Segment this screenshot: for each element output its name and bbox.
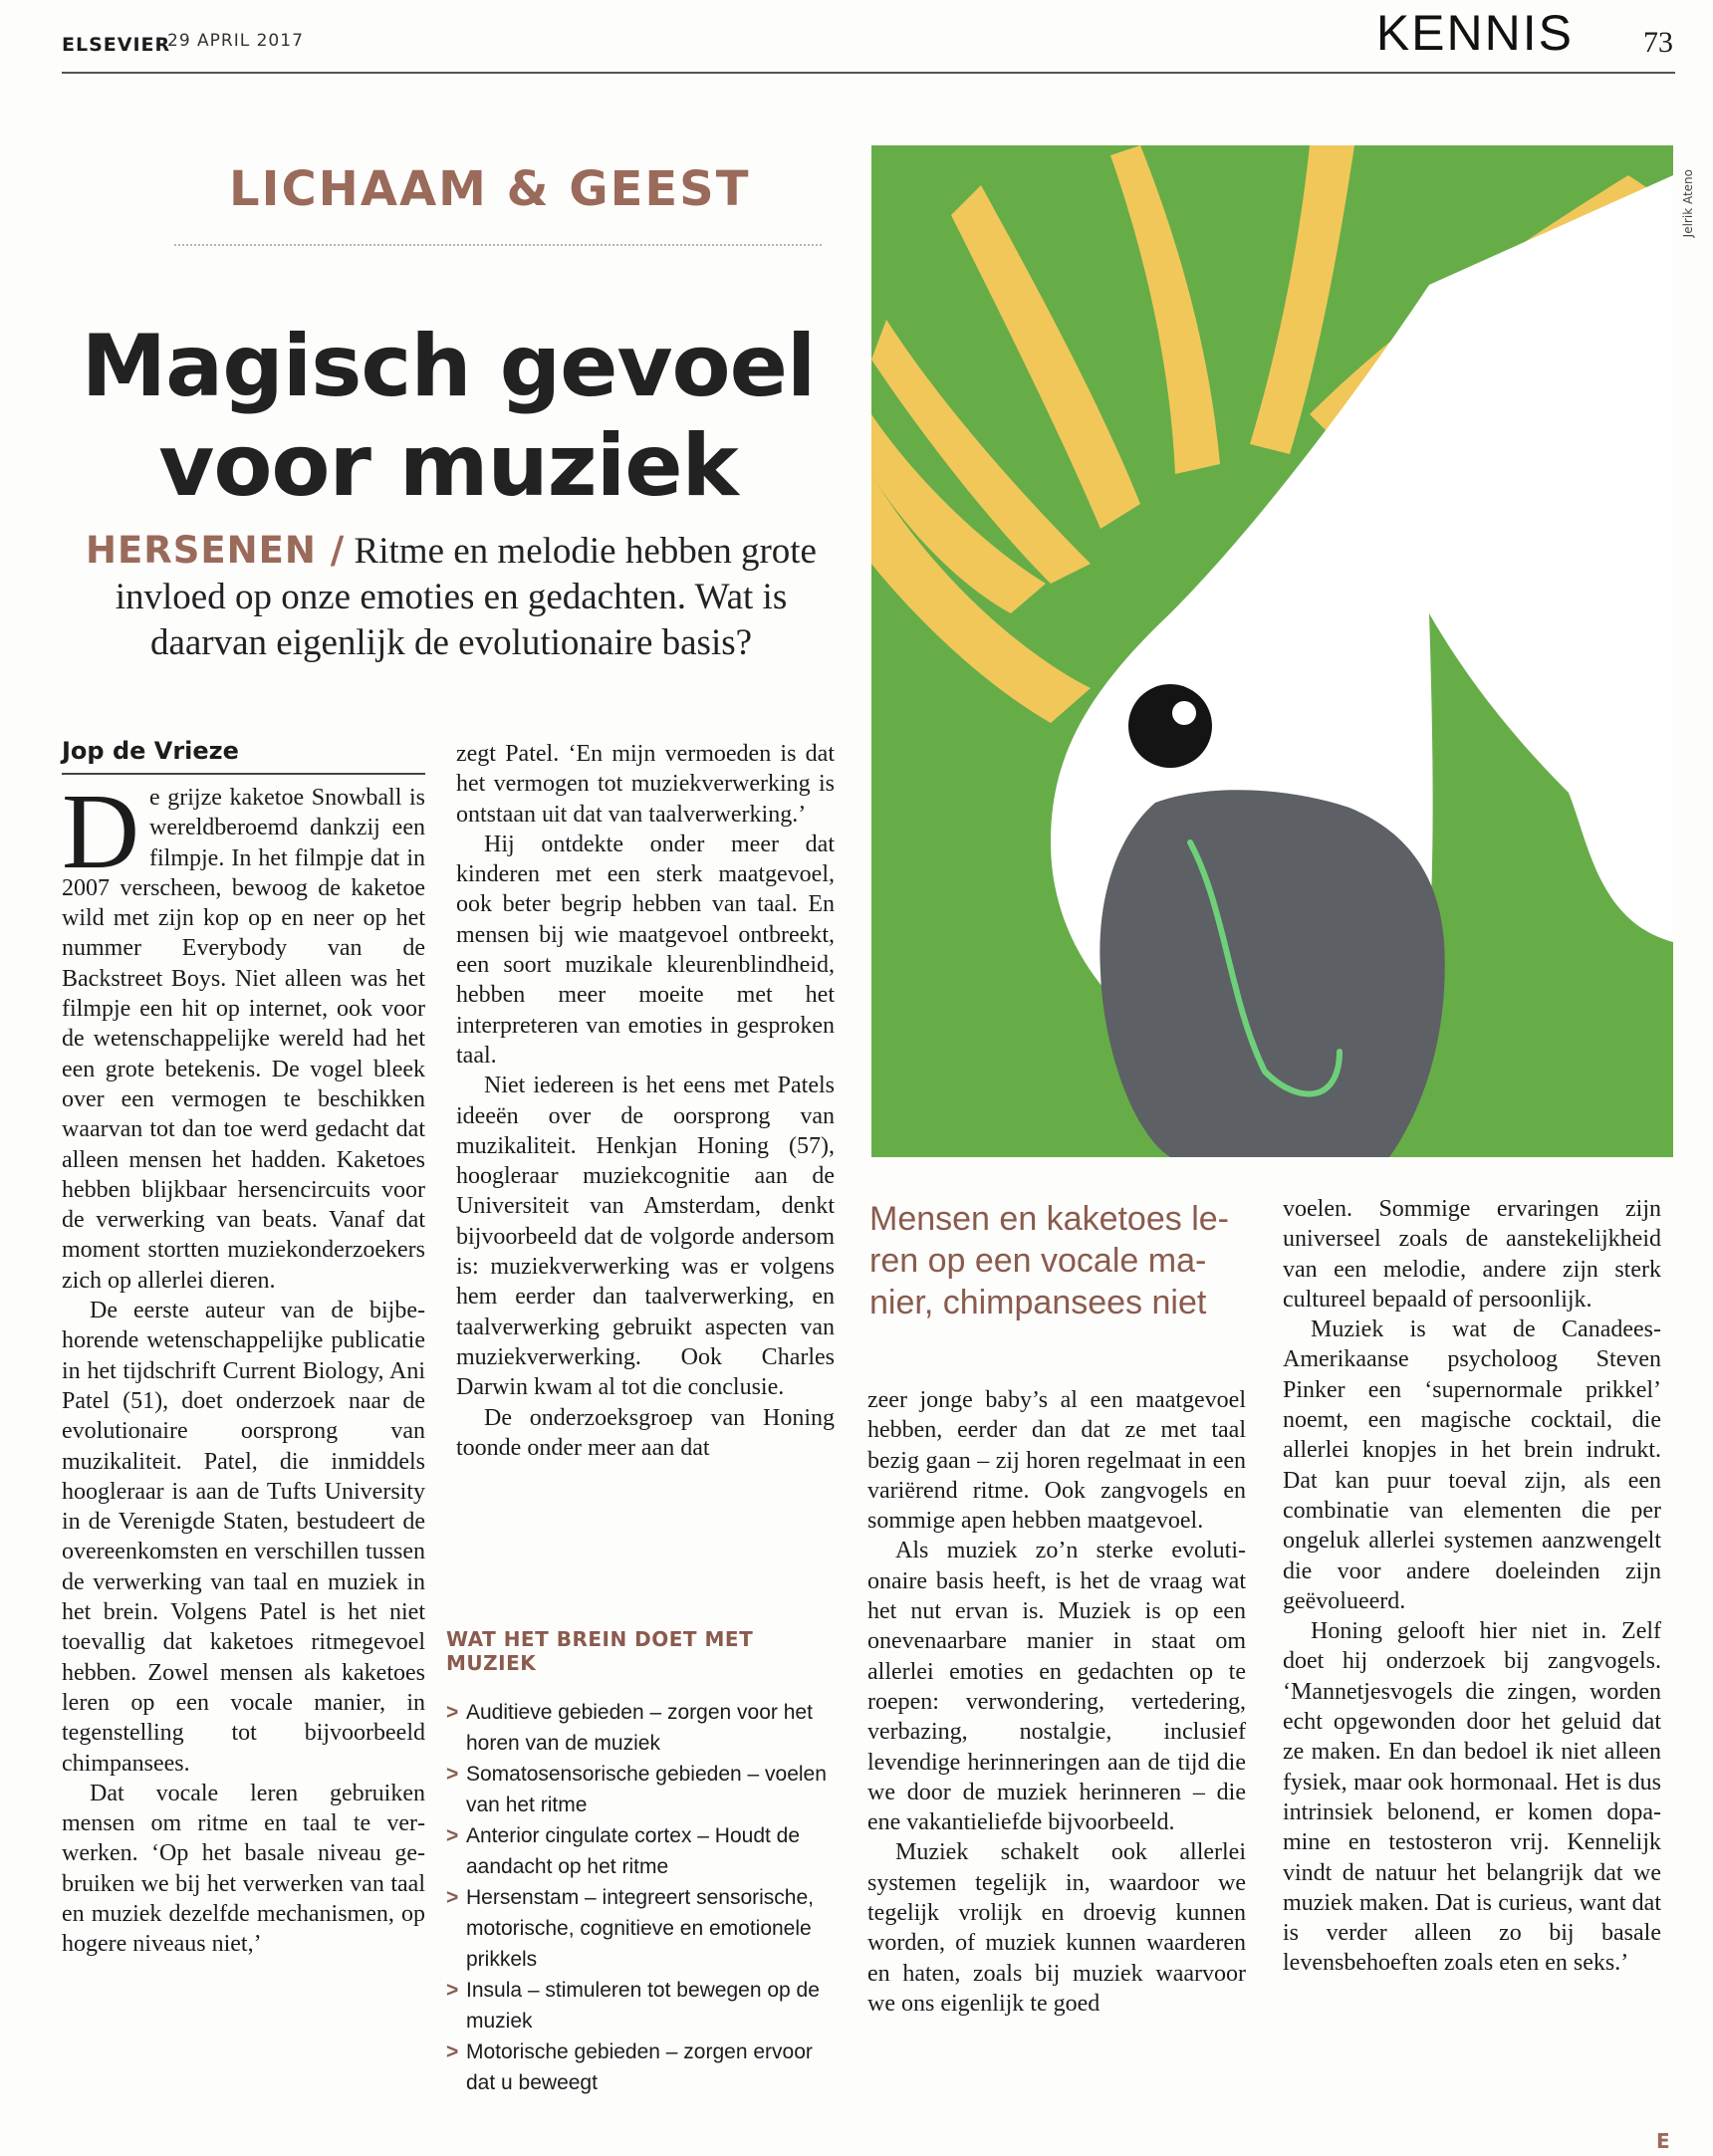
- sidebar-list: [446, 1697, 830, 2098]
- issue-date: 29 APRIL 2017: [167, 31, 304, 51]
- cockatoo-illustration: [871, 145, 1673, 1157]
- standfirst: [58, 528, 845, 666]
- pull-quote: Mensen en kaketoes leren op een vocale manier, chimpansees niet: [869, 1200, 1229, 1321]
- sidebar-list-item: > Insula – stimuleren tot bewegen op de muziek: [446, 1975, 830, 2036]
- chevron-right-icon: >: [446, 1824, 459, 1847]
- end-mark: E: [1656, 2129, 1670, 2153]
- info-sidebar: [446, 1627, 830, 2098]
- article-paragraph: Muziek is wat de Canadees-Amerikaanse psycholoog Steven Pinker een ‘supernormale prikkel’ noemt, een magische cocktail, die allerlei knopjes in het brein indrukt. Dat kan puur toeval zijn, als een combinatie van elementen die per ongeluk allerlei systemen aanzwengelt die voor andere doeleinden zijn geëvolueerd.: [1283, 1317, 1661, 1614]
- article-column-4: [1283, 1194, 1661, 1979]
- article-paragraph: zegt Patel. ‘En mijn vermoeden is dat het vermogen tot muziekverwerking is ontstaan uit dat van taalverwerking.’: [456, 741, 835, 828]
- sidebar-list-item: > Motorische gebieden – zorgen ervoor dat u beweegt: [446, 2036, 830, 2098]
- article-paragraph: zeer jonge baby’s al een maatgevoel hebben, eerder dan dat ze met taal bezig gaan – zij horen regelmaat in een variërend ritme. Ook zangvogels en sommige apen hebben maatgevoel.: [867, 1387, 1246, 1535]
- kicker: LICHAAM & GEEST: [229, 161, 751, 217]
- article-paragraph: Hij ontdekte onder meer dat kinderen met een sterk maatgevoel, ook beter begrip hebben van taal. En mensen bij wie maatgevoel ontbreekt, een soort muzikale kleurenblindheid, hebben meer moeite met het interpreteren van emoties in gesproken taal.: [456, 831, 835, 1069]
- chevron-right-icon: >: [446, 1763, 459, 1786]
- article-paragraph: Als muziek zo’n sterke evolutionaire basis heeft, is het de vraag wat het nut ervan is. Muziek is op een onevenaarbare manier in staat om allerlei emoties en gedachten op te roepen: verwondering, vertedering, verbazing, nostalgie, inclusief levendige herinneringen aan de tijd die we door de muziek herinneren – die ene vakantieliefde bijvoorbeeld.: [867, 1538, 1246, 1836]
- publication-name: ELSEVIER: [62, 34, 171, 56]
- article-paragraph: De onderzoeksgroep van Honing toonde onder meer aan dat: [456, 1404, 835, 1461]
- page-number: 73: [1643, 26, 1673, 59]
- sidebar-list-item: > Auditieve gebieden – zorgen voor het horen van de muziek: [446, 1697, 830, 1759]
- article-paragraph: De eerste auteur van de bijbehorende wetenschappelijke publicatie in het tijdschrift Current Biology, Ani Patel (51), doet onderzoek naar de evolutionaire oorsprong van muzikaliteit. Patel, die inmiddels hoogleraar is aan de Tufts University in de Verenigde Staten, bestudeert de overeenkomsten en verschillen tussen de verwerking van taal en muziek in het brein. Volgens Patel is het niet toevallig dat kaketoes ritmegevoel hebben. Zowel mensen als kaketoes leren op een vocale manier, in tegenstelling tot bijvoorbeeld chimpansees.: [62, 1298, 425, 1777]
- article-paragraph: Honing gelooft hier niet in. Zelf doet hij onderzoek bij zangvogels. ‘Mannetjesvogels die zingen, worden echt opgewonden door het geluid dat ze maken. En dan bedoel ik niet alleen fysiek, maar ook hormonaal. Het is dus intrinsiek belonend, er komen dopamine en testosteron vrij. Kennelijk vindt de natuur het belangrijk dat we muziek maken. Dat is curieus, want dat is verder alleen zo bij basale levensbehoeften zoals eten en seks.’: [1283, 1618, 1661, 1977]
- drop-cap: D: [62, 773, 139, 891]
- byline: Jop de Vrieze: [62, 737, 239, 765]
- article-column-2: [456, 739, 835, 1463]
- chevron-right-icon: >: [446, 2040, 459, 2063]
- chevron-right-icon: >: [446, 1979, 459, 2002]
- article-column-3: [867, 1385, 1246, 2019]
- bird-eye: [1128, 684, 1212, 768]
- sidebar-list-item: > Somatosensorische gebieden – voelen van het ritme: [446, 1759, 830, 1820]
- headline: Magisch gevoel voor muziek: [81, 317, 816, 516]
- article-paragraph: voelen. Sommige ervaringen zijn universeel zoals de aanstekelijkheid van een melodie, andere zijn sterk cultureel bepaald of persoonlijk.: [1283, 1196, 1661, 1313]
- article-paragraph: Muziek schakelt ook allerlei systemen tegelijk in, waardoor we tegelijk vrolijk en droevig kunnen worden, of muziek kunnen waarderen en haten, zoals bij muziek waarvoor we ons eigenlijk te goed: [867, 1839, 1246, 2017]
- section-label: KENNIS: [1375, 5, 1574, 61]
- byline-block: [62, 737, 425, 775]
- article-column-1: [62, 773, 425, 1960]
- article-paragraph: De grijze kaketoe Snowball is wereldberoemd dankzij een filmpje. In het filmpje dat in 2007 verscheen, bewoog de kaketoe wild met zijn kop op en neer op het nummer Everybody van de Backstreet Boys. Niet alleen was het filmpje een hit op internet, ook voor de wetenschappelijke wereld had het een grote betekenis. De vogel bleek over een vermogen te beschikken waarvan tot dan toe werd gedacht dat alleen mensen het hadden. Kaketoes hebben blijkbaar hersencircuits voor de verwerking van beats. Vanaf dat moment stortten muziekonderzoekers zich op allerlei dieren.: [62, 773, 425, 1294]
- kicker-divider: [174, 244, 822, 246]
- sidebar-list-item: > Anterior cingulate cortex – Houdt de aandacht op het ritme: [446, 1820, 830, 1882]
- chevron-right-icon: >: [446, 1701, 459, 1724]
- beak: [1100, 790, 1444, 1157]
- photo-credit: Jelrik Ateno: [1681, 169, 1695, 238]
- standfirst-rubric: HERSENEN /: [86, 529, 346, 572]
- chevron-right-icon: >: [446, 1886, 459, 1909]
- article-paragraph: Dat vocale leren gebruiken mensen om ritme en taal te verwerken. ‘Op het basale niveau gebruiken we bij het verwerken van taal en muziek dezelfde mechanismen, op hogere niveaus niet,’: [62, 1780, 425, 1958]
- header-rule: [62, 72, 1675, 74]
- sidebar-title: WAT HET BREIN DOET MET MUZIEK: [446, 1627, 754, 1675]
- standfirst-text: Ritme en melodie hebben grote invloed op onze emoties en gedachten. Wat is daarvan eigenlijk de evolutionaire basis?: [115, 531, 817, 663]
- article-paragraph: Niet iedereen is het eens met Patels ideeën over de oorsprong van muzikaliteit. Henkjan Honing (57), hoogleraar muziekcognitie aan de Universiteit van Amsterdam, denkt bijvoorbeeld dat de volgorde andersom is: muziekverwerking was er volgens hem eerder dan taalverwerking, en taalverwerking gebruikt aspecten van muziekverwerking. Ook Charles Darwin kwam al tot die conclusie.: [456, 1073, 835, 1401]
- sidebar-list-item: > Hersenstam – integreert sensorische, motorische, cognitieve en emotionele prikkels: [446, 1882, 830, 1975]
